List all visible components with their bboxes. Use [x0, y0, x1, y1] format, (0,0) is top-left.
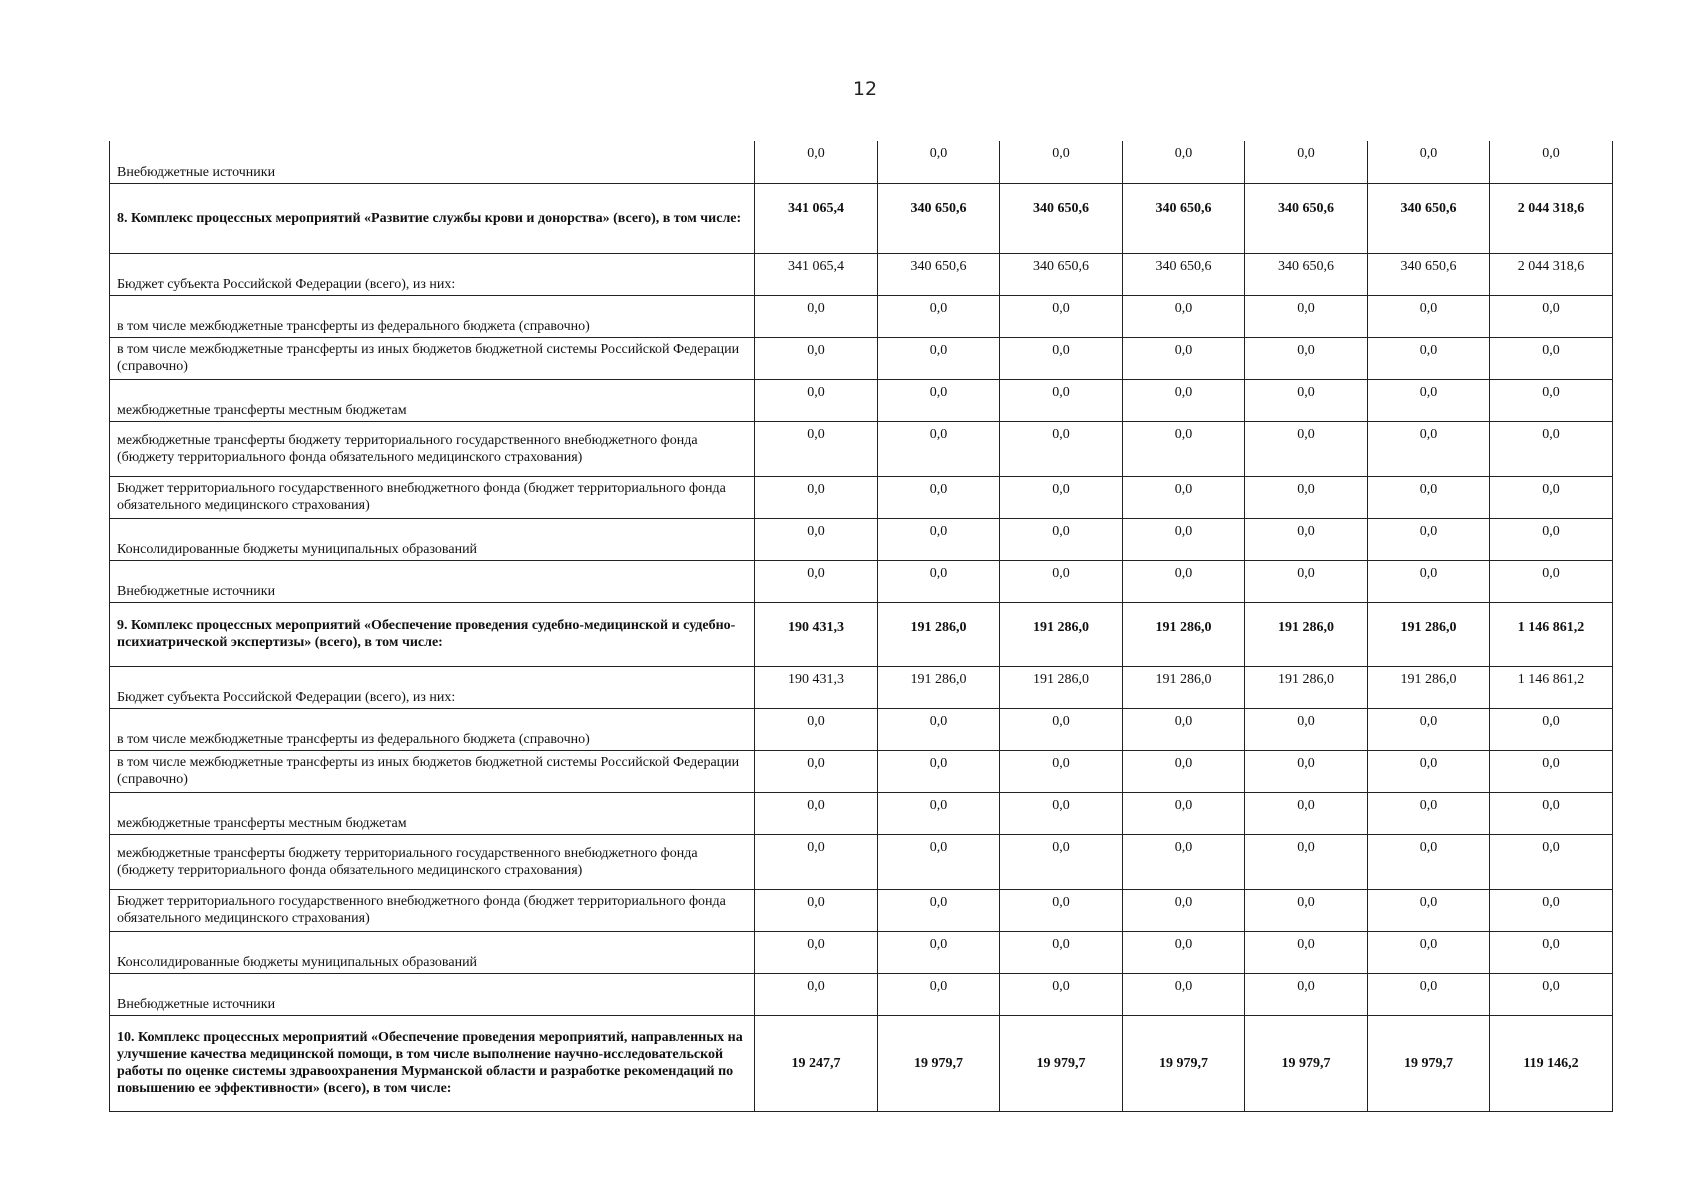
value-cell: 0,0 — [1490, 379, 1613, 421]
value-cell: 0,0 — [1123, 337, 1245, 379]
value-cell: 191 286,0 — [878, 666, 1000, 708]
value-cell: 340 650,6 — [878, 253, 1000, 295]
value-cell: 341 065,4 — [755, 183, 878, 253]
value-cell: 0,0 — [878, 337, 1000, 379]
value-cell: 0,0 — [878, 889, 1000, 931]
value-cell: 0,0 — [1000, 379, 1123, 421]
value-cell: 190 431,3 — [755, 666, 878, 708]
value-cell: 0,0 — [1368, 708, 1490, 750]
table-row — [110, 183, 1613, 253]
value-cell: 19 979,7 — [1000, 1015, 1123, 1111]
value-cell: 0,0 — [878, 295, 1000, 337]
value-cell: 0,0 — [1368, 141, 1490, 183]
value-cell: 191 286,0 — [1000, 602, 1123, 666]
value-cell: 0,0 — [1000, 476, 1123, 518]
value-cell: 0,0 — [1490, 337, 1613, 379]
value-cell: 0,0 — [755, 379, 878, 421]
value-cell: 0,0 — [755, 750, 878, 792]
value-cell: 0,0 — [1123, 973, 1245, 1015]
row-label: Внебюджетные источники — [110, 141, 755, 183]
value-cell: 0,0 — [1368, 476, 1490, 518]
value-cell: 0,0 — [1000, 889, 1123, 931]
value-cell: 0,0 — [755, 973, 878, 1015]
value-cell: 0,0 — [1368, 973, 1490, 1015]
value-cell: 0,0 — [1490, 295, 1613, 337]
value-cell: 0,0 — [1123, 476, 1245, 518]
value-cell: 0,0 — [1245, 141, 1368, 183]
value-cell: 0,0 — [755, 295, 878, 337]
value-cell: 340 650,6 — [1368, 253, 1490, 295]
table-row — [110, 834, 1613, 889]
value-cell: 340 650,6 — [1000, 253, 1123, 295]
row-label: 8. Комплекс процессных мероприятий «Развитие службы крови и донорства» (всего), в том числе: — [110, 183, 755, 253]
table-row — [110, 931, 1613, 973]
value-cell: 0,0 — [1490, 973, 1613, 1015]
value-cell: 0,0 — [1368, 931, 1490, 973]
value-cell: 0,0 — [1000, 337, 1123, 379]
value-cell: 191 286,0 — [1368, 666, 1490, 708]
value-cell: 0,0 — [755, 337, 878, 379]
table-row — [110, 253, 1613, 295]
value-cell: 1 146 861,2 — [1490, 666, 1613, 708]
value-cell: 0,0 — [1245, 889, 1368, 931]
value-cell: 0,0 — [1368, 518, 1490, 560]
value-cell: 0,0 — [1368, 295, 1490, 337]
value-cell: 0,0 — [878, 379, 1000, 421]
row-label: Консолидированные бюджеты муниципальных образований — [110, 518, 755, 560]
value-cell: 0,0 — [1490, 518, 1613, 560]
value-cell: 190 431,3 — [755, 602, 878, 666]
table-row — [110, 476, 1613, 518]
value-cell: 0,0 — [1123, 421, 1245, 476]
row-label: 9. Комплекс процессных мероприятий «Обеспечение проведения судебно-медицинской и судебно-психиатрической экспертизы» (всего), в том числе: — [110, 602, 755, 666]
value-cell: 0,0 — [878, 834, 1000, 889]
value-cell: 0,0 — [1368, 337, 1490, 379]
table-row — [110, 602, 1613, 666]
value-cell: 0,0 — [878, 708, 1000, 750]
value-cell: 0,0 — [1123, 708, 1245, 750]
value-cell: 0,0 — [1245, 476, 1368, 518]
value-cell: 0,0 — [1490, 834, 1613, 889]
table-row — [110, 666, 1613, 708]
page-number: 12 — [852, 78, 878, 100]
value-cell: 0,0 — [755, 931, 878, 973]
value-cell: 0,0 — [1245, 931, 1368, 973]
value-cell: 0,0 — [1490, 476, 1613, 518]
value-cell: 0,0 — [1245, 973, 1368, 1015]
value-cell: 0,0 — [1000, 421, 1123, 476]
value-cell: 0,0 — [755, 421, 878, 476]
value-cell: 0,0 — [878, 560, 1000, 602]
value-cell: 0,0 — [1368, 421, 1490, 476]
table-row — [110, 141, 1613, 183]
value-cell: 19 979,7 — [1245, 1015, 1368, 1111]
value-cell: 0,0 — [1123, 834, 1245, 889]
value-cell: 2 044 318,6 — [1490, 253, 1613, 295]
value-cell: 0,0 — [1490, 750, 1613, 792]
value-cell: 191 286,0 — [1368, 602, 1490, 666]
value-cell: 0,0 — [1368, 889, 1490, 931]
value-cell: 0,0 — [755, 708, 878, 750]
value-cell: 0,0 — [1368, 750, 1490, 792]
value-cell: 119 146,2 — [1490, 1015, 1613, 1111]
table-row — [110, 889, 1613, 931]
value-cell: 0,0 — [878, 750, 1000, 792]
table-row — [110, 1015, 1613, 1111]
value-cell: 0,0 — [878, 973, 1000, 1015]
value-cell: 19 979,7 — [878, 1015, 1000, 1111]
value-cell: 340 650,6 — [1245, 253, 1368, 295]
value-cell: 0,0 — [1000, 792, 1123, 834]
value-cell: 0,0 — [1490, 708, 1613, 750]
value-cell: 0,0 — [878, 476, 1000, 518]
value-cell: 0,0 — [1000, 834, 1123, 889]
value-cell: 340 650,6 — [878, 183, 1000, 253]
value-cell: 0,0 — [878, 792, 1000, 834]
value-cell: 0,0 — [755, 792, 878, 834]
table-row — [110, 973, 1613, 1015]
budget-table — [109, 141, 1613, 1112]
value-cell: 0,0 — [1490, 931, 1613, 973]
table-body — [110, 141, 1613, 1111]
row-label: межбюджетные трансферты местным бюджетам — [110, 379, 755, 421]
value-cell: 0,0 — [1000, 560, 1123, 602]
value-cell: 0,0 — [755, 834, 878, 889]
row-label: в том числе межбюджетные трансферты из иных бюджетов бюджетной системы Российской Федерации (справочно) — [110, 337, 755, 379]
value-cell: 0,0 — [1123, 889, 1245, 931]
value-cell: 0,0 — [1123, 560, 1245, 602]
value-cell: 191 286,0 — [1123, 666, 1245, 708]
table-row — [110, 518, 1613, 560]
value-cell: 0,0 — [1000, 141, 1123, 183]
value-cell: 19 979,7 — [1368, 1015, 1490, 1111]
value-cell: 0,0 — [1368, 560, 1490, 602]
value-cell: 19 979,7 — [1123, 1015, 1245, 1111]
value-cell: 1 146 861,2 — [1490, 602, 1613, 666]
value-cell: 0,0 — [1123, 295, 1245, 337]
value-cell: 340 650,6 — [1245, 183, 1368, 253]
value-cell: 341 065,4 — [755, 253, 878, 295]
value-cell: 0,0 — [1245, 708, 1368, 750]
value-cell: 340 650,6 — [1368, 183, 1490, 253]
value-cell: 0,0 — [878, 518, 1000, 560]
value-cell: 0,0 — [878, 141, 1000, 183]
value-cell: 0,0 — [1123, 750, 1245, 792]
value-cell: 2 044 318,6 — [1490, 183, 1613, 253]
value-cell: 191 286,0 — [1245, 602, 1368, 666]
value-cell: 340 650,6 — [1123, 183, 1245, 253]
value-cell: 19 247,7 — [755, 1015, 878, 1111]
value-cell: 340 650,6 — [1000, 183, 1123, 253]
value-cell: 0,0 — [1123, 792, 1245, 834]
value-cell: 0,0 — [1245, 750, 1368, 792]
value-cell: 0,0 — [1245, 337, 1368, 379]
table-row — [110, 421, 1613, 476]
row-label: межбюджетные трансферты бюджету территориального государственного внебюджетного фонда (бюджету территориального фонда обязательного медицинского страхования) — [110, 834, 755, 889]
table-row — [110, 750, 1613, 792]
value-cell: 0,0 — [1245, 518, 1368, 560]
value-cell: 0,0 — [1245, 295, 1368, 337]
value-cell: 0,0 — [1490, 889, 1613, 931]
value-cell: 191 286,0 — [1123, 602, 1245, 666]
value-cell: 0,0 — [1123, 379, 1245, 421]
value-cell: 0,0 — [1490, 560, 1613, 602]
row-label: в том числе межбюджетные трансферты из иных бюджетов бюджетной системы Российской Федерации (справочно) — [110, 750, 755, 792]
row-label: Бюджет субъекта Российской Федерации (всего), из них: — [110, 666, 755, 708]
row-label: межбюджетные трансферты бюджету территориального государственного внебюджетного фонда (бюджету территориального фонда обязательного медицинского страхования) — [110, 421, 755, 476]
value-cell: 0,0 — [1245, 560, 1368, 602]
value-cell: 191 286,0 — [878, 602, 1000, 666]
value-cell: 191 286,0 — [1245, 666, 1368, 708]
row-label: межбюджетные трансферты местным бюджетам — [110, 792, 755, 834]
table-row — [110, 560, 1613, 602]
table-row — [110, 379, 1613, 421]
table-row — [110, 792, 1613, 834]
value-cell: 0,0 — [1123, 141, 1245, 183]
value-cell: 340 650,6 — [1123, 253, 1245, 295]
value-cell: 0,0 — [755, 476, 878, 518]
row-label: в том числе межбюджетные трансферты из федерального бюджета (справочно) — [110, 708, 755, 750]
value-cell: 0,0 — [1123, 518, 1245, 560]
row-label: Внебюджетные источники — [110, 973, 755, 1015]
value-cell: 0,0 — [1368, 792, 1490, 834]
value-cell: 0,0 — [755, 518, 878, 560]
value-cell: 0,0 — [1490, 792, 1613, 834]
table-row — [110, 337, 1613, 379]
value-cell: 0,0 — [1123, 931, 1245, 973]
table-row — [110, 708, 1613, 750]
value-cell: 0,0 — [1000, 973, 1123, 1015]
value-cell: 0,0 — [755, 560, 878, 602]
row-label: Бюджет территориального государственного внебюджетного фонда (бюджет территориального фонда обязательного медицинского страхования) — [110, 889, 755, 931]
value-cell: 0,0 — [1245, 834, 1368, 889]
row-label: 10. Комплекс процессных мероприятий «Обеспечение проведения мероприятий, направленных на улучшение качества медицинской помощи, в том числе выполнение научно-исследовательской работы по оценке системы здравоохранения Мурманской области и разработке рекомендаций по повышению ее эффективности» (всего), в том числе: — [110, 1015, 755, 1111]
value-cell: 0,0 — [755, 141, 878, 183]
value-cell: 0,0 — [1368, 379, 1490, 421]
value-cell: 0,0 — [1000, 750, 1123, 792]
value-cell: 0,0 — [1368, 834, 1490, 889]
value-cell: 0,0 — [1000, 295, 1123, 337]
value-cell: 0,0 — [1490, 421, 1613, 476]
value-cell: 0,0 — [1245, 379, 1368, 421]
value-cell: 0,0 — [1245, 421, 1368, 476]
value-cell: 0,0 — [1245, 792, 1368, 834]
value-cell: 0,0 — [878, 421, 1000, 476]
row-label: Внебюджетные источники — [110, 560, 755, 602]
table-row — [110, 295, 1613, 337]
row-label: Консолидированные бюджеты муниципальных образований — [110, 931, 755, 973]
value-cell: 0,0 — [1490, 141, 1613, 183]
row-label: в том числе межбюджетные трансферты из федерального бюджета (справочно) — [110, 295, 755, 337]
row-label: Бюджет субъекта Российской Федерации (всего), из них: — [110, 253, 755, 295]
value-cell: 0,0 — [1000, 708, 1123, 750]
value-cell: 0,0 — [1000, 931, 1123, 973]
value-cell: 0,0 — [1000, 518, 1123, 560]
value-cell: 0,0 — [755, 889, 878, 931]
row-label: Бюджет территориального государственного внебюджетного фонда (бюджет территориального фонда обязательного медицинского страхования) — [110, 476, 755, 518]
value-cell: 191 286,0 — [1000, 666, 1123, 708]
value-cell: 0,0 — [878, 931, 1000, 973]
